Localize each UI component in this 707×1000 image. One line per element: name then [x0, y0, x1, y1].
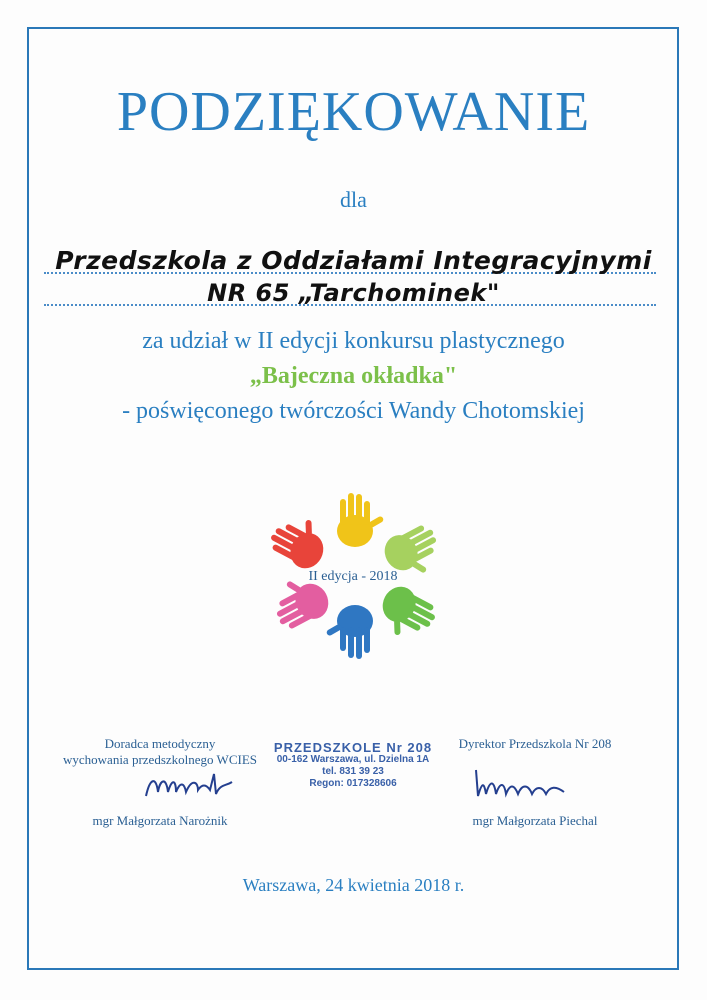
for-word: dla	[340, 187, 367, 212]
right-signature	[470, 764, 570, 804]
left-role-line-2: wychowania przedszkolnego WCIES	[63, 752, 257, 767]
body-line-3: - poświęconego twórczości Wandy Chotomskiej	[122, 398, 585, 424]
issue-date: Warszawa, 24 kwietnia 2018 r.	[242, 875, 465, 895]
stamp-line-2: 00-162 Warszawa, ul. Dzielna 1A	[276, 754, 430, 765]
body-line-1: za udział w II edycji konkursu plastycznego	[142, 328, 565, 354]
contest-logo	[258, 486, 448, 664]
right-signatory-role: Dyrektor Przedszkola Nr 208	[458, 736, 612, 751]
stamp-line-1: PRZEDSZKOLE Nr 208	[273, 740, 433, 755]
right-signatory-name: mgr Małgorzata Piechal	[472, 813, 598, 828]
contest-name: „Bajeczna okładka"	[249, 363, 458, 389]
left-signatory-role	[60, 736, 260, 768]
blue-hand-icon	[326, 605, 373, 659]
green-hand-icon	[371, 581, 441, 648]
certificate-title: PODZIĘKOWANIE	[116, 81, 591, 143]
red-hand-icon	[265, 507, 335, 574]
left-signature	[140, 768, 240, 804]
left-signatory-name: mgr Małgorzata Narożnik	[92, 813, 228, 828]
stamp-line-4: Regon: 017328606	[309, 778, 397, 789]
recipient-line-1: Przedszkola z Oddziałami Integracyjnymi	[55, 246, 652, 275]
edition-label: II edycja - 2018	[308, 569, 398, 584]
recipient-line-2: NR 65 „Tarchominek"	[207, 279, 500, 307]
left-role-line-1: Doradca metodyczny	[104, 736, 216, 751]
institution-stamp	[263, 742, 443, 790]
yellow-hand-icon	[337, 493, 384, 547]
stamp-line-3: tel. 831 39 23	[322, 766, 384, 777]
